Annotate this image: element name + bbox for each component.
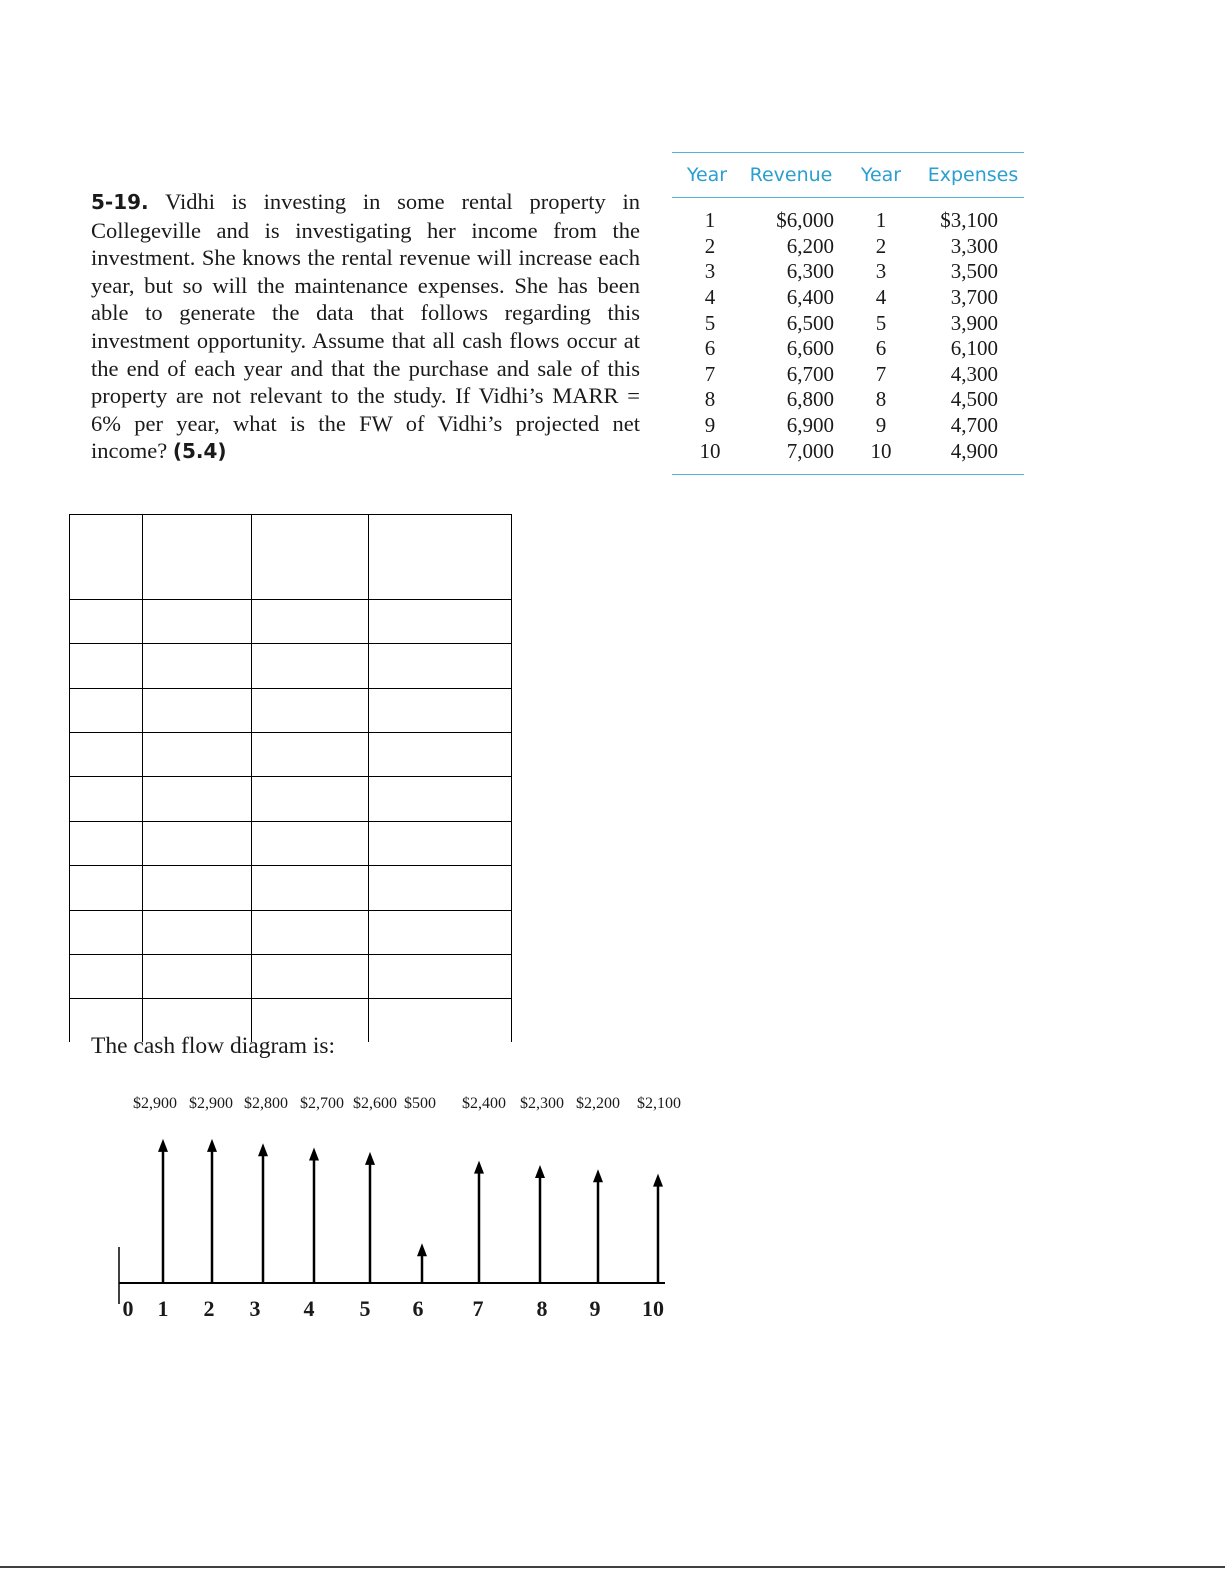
amount-label: $2,700 [300,1095,344,1112]
period-label: 4 [303,1296,315,1321]
cell-revenue: 6,300 [786,259,834,284]
amount-label: $2,800 [244,1095,288,1112]
period-label: 6 [412,1296,424,1321]
cell-expenses: $3,100 [940,208,998,233]
arrow-head [258,1143,268,1156]
header-year-2: Year [860,164,902,186]
cell-year: 5 [704,310,716,335]
period-label: 5 [359,1296,371,1321]
cell-year-2: 5 [875,310,887,335]
period-label: 7 [472,1296,484,1321]
cell-year: 6 [704,336,716,361]
cell-expenses: 4,700 [950,413,998,438]
cell-year-2: 1 [875,208,887,233]
period-label: 8 [536,1296,548,1321]
cell-revenue: 6,500 [786,310,834,335]
cell-revenue: 6,200 [786,233,834,258]
cell-revenue: 6,800 [786,387,834,412]
arrow-head [158,1139,168,1152]
cell-revenue: 6,400 [786,285,834,310]
amount-label: $2,100 [637,1095,681,1112]
header-year: Year [686,164,728,186]
period-label: 2 [203,1296,215,1321]
cell-year-2: 4 [875,285,887,310]
cell-year-2: 10 [870,438,892,463]
problem-reference: (5.4) [172,439,227,464]
cell-expenses: 3,700 [950,285,998,310]
period-label: 1 [157,1296,169,1321]
problem-text: Vidhi is investing in some rental property in Collegeville and is investigating her income from the investment. She knows the rental revenue will increase each year, but so will the maintenance expenses. She has been able to generate the data that follows regarding this investment opportunity. Assume that all cash flows occur at the end of each year and that the purchase and sale of this property are not relevant to the study. If Vidhi’s MARR = 6% per year, what is the FW of Vidhi’s projected net income? [91,189,641,464]
arrow-head [653,1174,663,1187]
period-label: 3 [249,1296,261,1321]
cell-expenses: 3,900 [950,310,998,335]
cell-year: 7 [704,361,716,386]
cell-year: 9 [704,413,716,438]
cell-expenses: 3,500 [950,259,998,284]
amount-label: $2,200 [576,1095,620,1112]
cell-revenue: 6,900 [786,413,834,438]
cell-expenses: 6,100 [950,336,998,361]
cell-revenue: 6,700 [786,361,834,386]
amount-label: $2,300 [520,1095,564,1112]
cell-year: 1 [704,208,716,233]
arrow-head [474,1161,484,1174]
cell-year: 8 [704,387,716,412]
cell-year-2: 2 [875,233,887,258]
header-revenue: Revenue [749,164,833,186]
arrow-head [365,1152,375,1165]
arrow-head [535,1165,545,1178]
cell-revenue: 7,000 [786,438,834,463]
period-label: 0 [122,1296,134,1321]
cell-expenses: 4,900 [950,438,998,463]
amount-label: $2,900 [189,1095,233,1112]
arrow-head [309,1148,319,1161]
cell-revenue: 6,600 [786,336,834,361]
header-expenses: Expenses [927,164,1019,186]
cell-year-2: 6 [875,336,887,361]
period-label: 9 [589,1296,601,1321]
cell-expenses: 3,300 [950,233,998,258]
amount-label: $2,900 [133,1095,177,1112]
cell-revenue: $6,000 [776,208,834,233]
problem-number: 5-19. [91,190,149,214]
cell-year-2: 9 [875,413,887,438]
cell-year-2: 8 [875,387,887,412]
arrow-head [417,1243,427,1256]
cell-year-2: 7 [875,361,887,386]
amount-label: $2,600 [353,1095,397,1112]
amount-label: $2,400 [462,1095,506,1112]
amount-label: $500 [404,1095,436,1112]
cell-year: 4 [704,285,716,310]
period-label: 10 [642,1296,664,1321]
cell-year: 3 [704,259,716,284]
cell-year-2: 3 [875,259,887,284]
arrow-head [207,1139,217,1152]
cash-flow-caption: The cash flow diagram is: [91,1033,336,1059]
cell-expenses: 4,300 [950,361,998,386]
cell-expenses: 4,500 [950,387,998,412]
cell-year: 2 [704,233,716,258]
cell-year: 10 [699,438,721,463]
arrow-head [593,1169,603,1182]
